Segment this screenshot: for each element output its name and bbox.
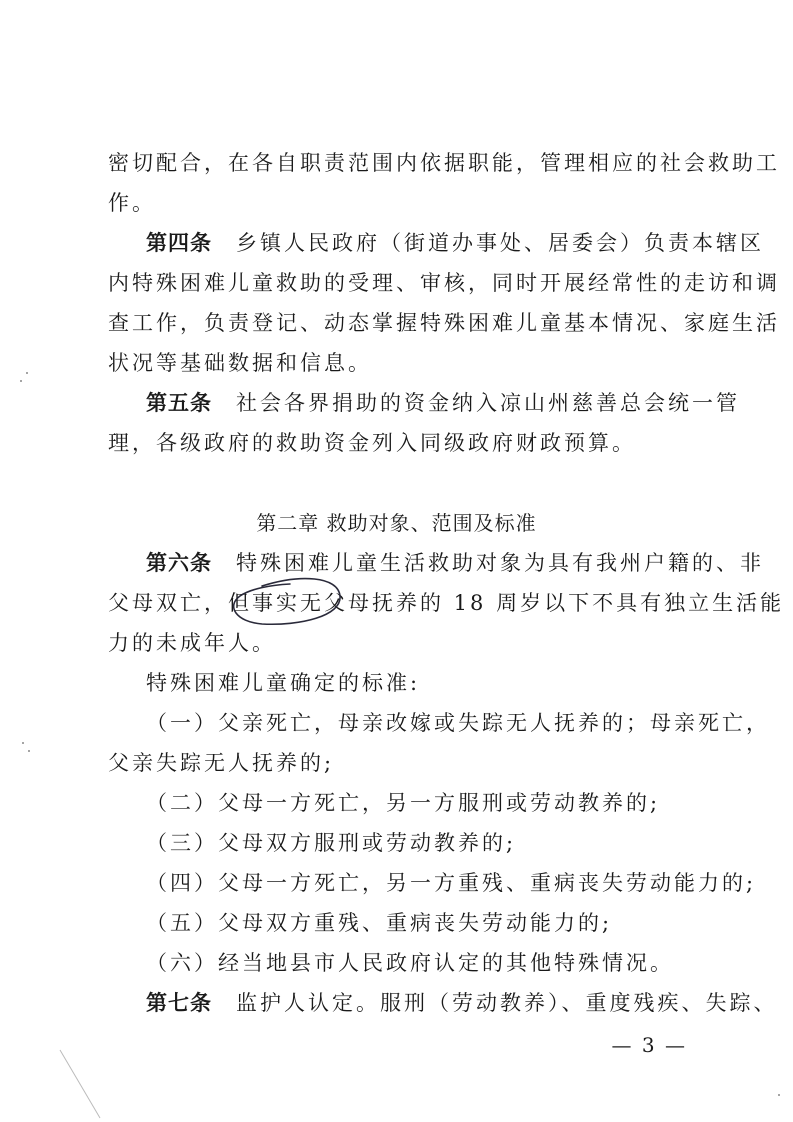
standard-item: （三）父母双方服刑或劳动教养的; bbox=[146, 831, 517, 855]
text-line: 查工作，负责登记、动态掌握特殊困难儿童基本情况、家庭生活 bbox=[108, 311, 780, 335]
article-7-line bbox=[146, 983, 778, 1023]
scan-speck bbox=[20, 380, 22, 382]
page-number: — 3 — bbox=[611, 1033, 687, 1057]
article-7-label: 第七条 bbox=[146, 991, 212, 1015]
text-line: 理，各级政府的救助资金列入同级政府财政预算。 bbox=[108, 431, 636, 455]
standard-item: （五）父母双方重残、重病丧失劳动能力的; bbox=[146, 911, 613, 935]
scan-speck bbox=[22, 742, 24, 744]
standard-item: （六）经当地县市人民政府认定的其他特殊情况。 bbox=[146, 951, 674, 975]
standard-item: （一）父亲死亡，母亲改嫁或失踪无人抚养的；母亲死亡， bbox=[146, 711, 770, 735]
text-line: 密切配合，在各自职责范围内依据职能，管理相应的社会救助工 bbox=[108, 151, 780, 175]
text-line: 父母双亡，但事实无父母抚养的 18 周岁以下不具有独立生活能 bbox=[108, 591, 785, 615]
article-5-label: 第五条 bbox=[146, 391, 212, 415]
standard-intro: 特殊困难儿童确定的标准: bbox=[146, 671, 421, 695]
standard-item: （四）父母一方死亡，另一方重残、重病丧失劳动能力的; bbox=[146, 871, 757, 895]
article-6-label: 第六条 bbox=[146, 551, 212, 575]
article-4-text: 乡镇人民政府（街道办事处、居委会）负责本辖区 bbox=[236, 231, 764, 255]
chapter-heading: 第二章 救助对象、范围及标准 bbox=[256, 511, 537, 535]
standard-item: （二）父母一方死亡，另一方服刑或劳动教养的; bbox=[146, 791, 661, 815]
article-7-text: 监护人认定。服刑（劳动教养）、重度残疾、失踪、 bbox=[236, 991, 778, 1015]
scan-speck bbox=[28, 750, 30, 752]
scan-speck bbox=[778, 1094, 780, 1096]
text-line: 状况等基础数据和信息。 bbox=[108, 351, 372, 375]
article-4-line bbox=[146, 223, 764, 263]
article-5-line bbox=[146, 383, 746, 423]
article-4-label: 第四条 bbox=[146, 231, 212, 255]
scan-speck bbox=[26, 372, 28, 374]
article-5-text: 社会各界捐助的资金纳入凉山州慈善总会统一管 bbox=[236, 391, 740, 415]
text-line: 作。 bbox=[108, 191, 156, 215]
text-line: 内特殊困难儿童救助的受理、审核，同时开展经常性的走访和调 bbox=[108, 271, 780, 295]
standard-item: 父亲失踪无人抚养的; bbox=[108, 751, 335, 775]
article-6-text: 特殊困难儿童生活救助对象为具有我州户籍的、非 bbox=[236, 551, 764, 575]
text-line: 力的未成年人。 bbox=[108, 631, 276, 655]
article-6-line bbox=[146, 543, 764, 583]
